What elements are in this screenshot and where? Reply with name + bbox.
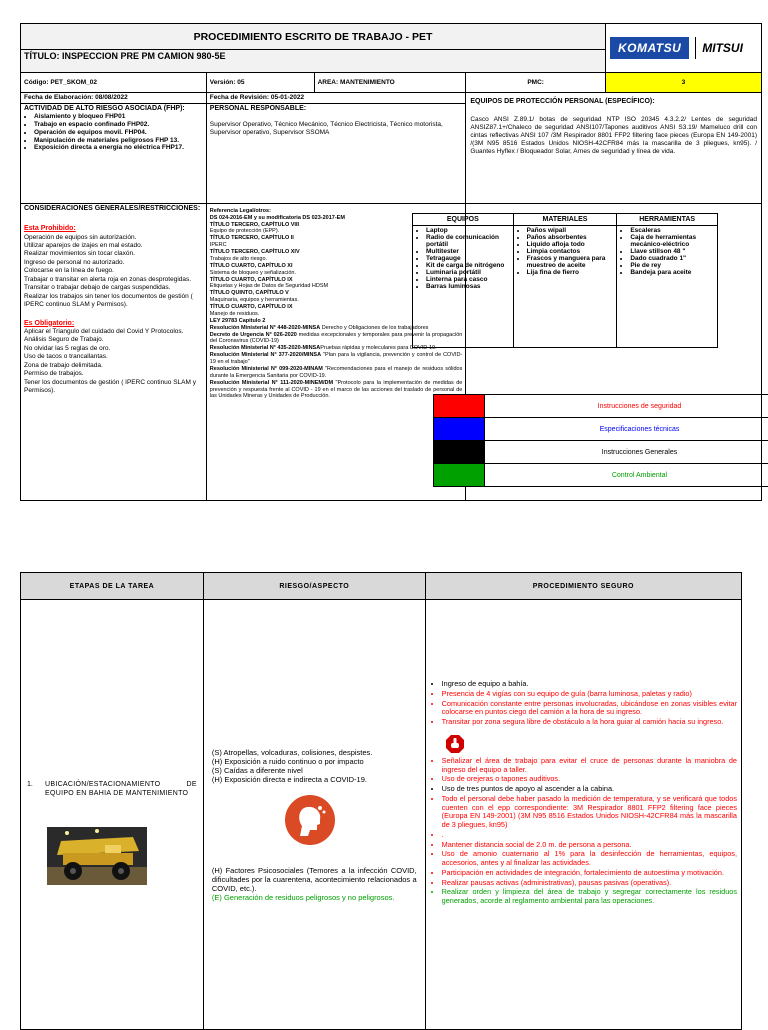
mandatory-item: No olvidar las 5 reglas de oro.	[24, 344, 111, 352]
legend-label: Instrucciones Generales	[601, 448, 678, 456]
risk-list-1	[212, 748, 417, 784]
procedure-step: • Realizar pausas activas (administrativas), pausas pasivas (operativas).	[442, 879, 737, 888]
risk-item: (S) Caídas a diferente nivel	[211, 766, 303, 775]
materiales-list	[517, 227, 614, 276]
procedure-step: • Presencia de 4 vigías con su equipo de guía (barra luminosa, paletas y radio)	[442, 690, 737, 699]
tool-item: • Escaleras	[630, 227, 714, 234]
mandatory-item: Análisis Seguro de Trabajo.	[24, 336, 104, 344]
high-risk-item: • Aislamiento y bloqueo FHP01	[34, 113, 203, 121]
stage-title: UBICACIÓN/ESTACIONAMIENTO DE EQUIPO EN BAHIA DE MANTENIMIENTO	[45, 781, 197, 798]
legal-reference-bold: Resolución Ministerial N° 448-2020-MINSA	[209, 324, 321, 331]
risk-item: (S) Atropellas, volcaduras, colisiones, despistes.	[211, 748, 373, 757]
legal-reference-item	[210, 352, 463, 366]
legal-reference-text: Equipo de protección (EPP).	[209, 228, 280, 235]
document-version: Versión: 05	[206, 73, 314, 93]
legal-reference-text: Etiquetas y Hojas de Datos de Seguridad HDSM	[209, 283, 329, 290]
equipment-item: • Tetragauge	[426, 255, 510, 262]
procedure-step: • Ingreso de equipo a bahía.	[442, 680, 737, 689]
legal-reference-bold: TÍTULO TERCERO, CAPÍTULO XIV	[209, 249, 300, 256]
risk-item: (H) Exposición a ruido continuo o por impacto	[211, 757, 364, 766]
prohibited-item: Realizar los trabajos sin tener los documentos de gestión ( IPERC continuo SLAM y Permisos).	[24, 292, 193, 309]
prohibited-item: Trabajar o transitar en alerta roja en zonas desprotegidas.	[24, 275, 192, 283]
legend-label: Control Ambiental	[611, 471, 668, 479]
high-risk-title: ACTIVIDAD DE ALTO RIESGO ASOCIADA (FHP):	[24, 104, 185, 112]
material-item: • Limpia contactos	[527, 248, 614, 255]
considerations-cell	[21, 203, 207, 500]
procedure-step: • .	[442, 831, 737, 840]
legal-reference-text: Pruebas rápidas y moleculares para COVID-19.	[320, 345, 437, 352]
legend-swatch	[434, 464, 485, 486]
risk-item: (H) Factores Psicosociales (Temores a la infección COVID, dificultades por la cuarentena, acontecimiento relacionados a COVID, etc.).	[211, 866, 417, 893]
procedure-table	[20, 572, 742, 1030]
revision-date: Fecha de Revisión: 05-01-2022	[206, 93, 466, 104]
color-legend	[433, 394, 768, 487]
stage-item	[27, 780, 197, 799]
legal-reference-text: Manejo de residuos.	[209, 310, 260, 317]
resources-table	[412, 213, 718, 348]
procedure-step: • Mantener distancia social de 2.0 m. de persona a persona.	[442, 841, 737, 850]
legal-reference-text: Trabajos de alto riesgo.	[209, 255, 268, 262]
material-item: • Frascos y manguera para muestreo de aceite	[527, 255, 614, 269]
legend-swatch	[434, 395, 485, 417]
prohibited-item: Utilizar aparejos de izajes en mal estado.	[24, 242, 143, 250]
legal-reference-bold: TÍTULO CUARTO, CAPÍTULO IX	[209, 276, 293, 283]
legend-label: Instrucciones de seguridad	[597, 402, 682, 410]
high-risk-item: • Manipulación de materiales peligrosos FHP 13.	[34, 137, 203, 145]
legend-row	[433, 463, 768, 487]
legal-reference-bold: Decreto de Urgencia N° 026-2020	[209, 331, 297, 338]
legend-row	[433, 417, 768, 440]
legal-reference-bold: Resolución Ministerial N° 111-2020-MINEM/DM	[209, 379, 334, 386]
personnel-cell	[206, 103, 466, 203]
mitsui-logo: MITSUI	[695, 37, 749, 59]
prohibited-item: Realizar movimientos sin tocar claxón.	[24, 250, 135, 258]
logo-area	[605, 24, 761, 73]
risk-item: (E) Generación de residuos peligrosos y no peligrosos.	[211, 893, 395, 902]
procedure-step: • Señalizar el área de trabajo para evitar el cruce de personas durante la maniobra de ingreso del equipo a taller.	[442, 757, 737, 775]
prohibited-item: Transitar o trabajar debajo de cargas suspendidas.	[24, 284, 171, 292]
legal-reference-bold: LEY 29783 Capitulo 2	[209, 317, 266, 324]
legal-reference-bold: Resolución Ministerial N° 377-2020/MINSA	[209, 352, 322, 359]
equipment-item: • Laptop	[426, 227, 510, 234]
legal-reference-text: "Plan para la vigilancia, prevención y control de COVID-19 en el trabajo"	[209, 352, 463, 366]
legend-swatch	[434, 418, 485, 440]
mandatory-item: Aplicar el Triangulo del cuidado del Covid Y Protocolos.	[24, 327, 184, 335]
equipos-header: EQUIPOS	[413, 214, 514, 226]
legal-reference-text: "Recomendaciones para el manejo de residuos sólidos durante la Emergencia Sanitaria por COVID-19.	[209, 365, 463, 379]
procedure-step: • Comunicación constante entre personas involucradas, ubicándose en zonas visibles evitar colocarse en puntos ciego del camión a la hora de su ingreso.	[442, 700, 737, 718]
procedure-step: • Uso de tres puntos de apoyo al ascender a la cabina.	[442, 785, 737, 794]
document-subtitle: TÍTULO: INSPECCION PRE PM CAMION 980-5E	[21, 50, 606, 73]
prohibited-list	[24, 234, 203, 310]
procedure-step: • Transitar por zona segura libre de obstáculo a la hora guiar al camión hacia su ingreso.	[442, 718, 737, 727]
legal-reference-bold: DS 024-2016-EM y su modificatoria DS 023-2017-EM	[209, 214, 345, 221]
procedure-step: • Realizar orden y limpieza del área de trabajo y segregar correctamente los residuos generados, acorde al reglamento ambiental para las operaciones.	[442, 888, 737, 906]
legend-label: Especificaciones técnicas	[599, 425, 680, 433]
stages-header: ETAPAS DE LA TAREA	[21, 573, 204, 600]
legal-reference-text: Derecho y Obligaciones de los trabajadores	[320, 324, 429, 331]
personnel-title: PERSONAL RESPONSABLE:	[209, 104, 307, 112]
high-risk-list	[24, 113, 203, 152]
legal-reference-text: medidas excepcionales y temporales para prevenir la propagación del Coronavirus (COVID-19)	[209, 331, 463, 345]
epp-text: Casco ANSI Z.89.1/ botas de seguridad NTP ISO 20345 4.3.2.2/ Lentes de seguridad ANSIZ87.1+/Chaleco de seguridad ANSI107/Tapones auditivos ANSI S3.19/ Mameluco drill con cintas reflectivas ANSI 107 /3M Respirador 8801 FFP2 filtering face pieces (Europa EN 149-2001) /(3M N95 8516 Estados Unidos NIOSH-42CFR84 más la mascarilla de 3 pliegues, kn95). / Guantes Hyflex / Bloqueador Solar, Arnes de seguridad y línea de vida.	[470, 116, 757, 155]
procedure-list-1	[426, 680, 737, 727]
prohibited-item: Ingreso de personal no autorizado.	[24, 258, 125, 266]
legal-reference-text: Sistema de bloqueo y señalización.	[209, 269, 297, 276]
equipment-item: • Radio de comunicación portátil	[426, 234, 510, 248]
herramientas-header: HERRAMIENTAS	[617, 214, 718, 226]
procedure-step: • Participación en actividades de integración, fortalecimiento de autoestima y motivación.	[442, 869, 737, 878]
procedure-list-2	[426, 757, 737, 906]
legal-reference-bold: Resolución Ministerial N° 099-2020-MINAM	[209, 365, 323, 372]
legal-reference-text: "Protocolo para la implementación de medidas de prevención y respuesta frente al COVID - 19 en el marco de las acciones del traslado de personal de las Unidades Mineras y Unidades de Producción.	[209, 379, 463, 400]
mandatory-title: Es Obligatorio:	[24, 319, 75, 327]
materiales-header: MATERIALES	[513, 214, 617, 226]
tool-item: • Caja de herramientas mecánico-eléctrico	[630, 234, 714, 248]
herramientas-list	[620, 227, 714, 276]
risk-header: RIESGO/ASPECTO	[203, 573, 425, 600]
high-risk-item: • Exposición directa a energía no eléctrica FHP17.	[34, 144, 203, 152]
mandatory-item: Permiso de trabajos.	[24, 370, 84, 378]
stage-cell	[21, 600, 204, 1030]
material-item: • Liquido afloja todo	[527, 241, 614, 248]
legal-reference-bold: TÍTULO TERCERO, CAPÍTULO VIII	[209, 221, 300, 228]
equipos-list	[416, 227, 510, 290]
equipment-item: • Barras luminosas	[426, 283, 510, 290]
document-area: AREA: MANTENIMIENTO	[314, 73, 466, 93]
legal-reference-text: Maquinaria, equipos y herramientas.	[209, 297, 299, 304]
mandatory-item: Uso de tacos o trancallantas.	[24, 353, 108, 361]
legend-row	[433, 394, 768, 417]
personnel-text: Supervisor Operativo, Técnico Mecánico, Técnico Electricista, Técnico motorista, Supervisor operativo, Supervisor SSOMA	[209, 121, 443, 136]
equipment-item: • Luminaria portátil	[426, 269, 510, 276]
tool-item: • Llave stillson 48 "	[630, 248, 714, 255]
epp-cell	[466, 93, 762, 204]
prohibited-title: Esta Prohibido:	[24, 225, 76, 233]
prohibited-item: Colocarse en la línea de fuego.	[24, 267, 114, 275]
procedure-header: PROCEDIMIENTO SEGURO	[425, 573, 741, 600]
equipment-item: • Kit de carga de nitrógeno	[426, 262, 510, 269]
epp-title: EQUIPOS DE PROTECCIÓN PERSONAL (ESPECÍFICO):	[470, 98, 655, 105]
tool-item: • Pie de rey	[630, 262, 714, 269]
prohibited-item: Operación de equipos sin autorización.	[24, 233, 137, 241]
komatsu-logo: KOMATSU	[610, 37, 689, 59]
legal-reference-bold: TÍTULO CUARTO, CAPÍTULO XI	[209, 262, 293, 269]
equipment-item: • Linterna para casco	[426, 276, 510, 283]
elaboration-date: Fecha de Elaboración: 08/08/2022	[21, 93, 207, 104]
tool-item: • Dado cuadrado 1"	[630, 255, 714, 262]
procedure-step: • Todo el personal debe haber pasado la medición de temperatura, y se verificará que todos cuenten con el epp correspondiente: 3M Respirador 8801 FFP2 filtering face pieces (Europa EN 149-2001) (3M N95 8516 Estados Unidos NIOSH-42CFR84 más la mascarilla de 3 pliegues, kn95)	[442, 795, 737, 830]
legend-swatch	[434, 441, 485, 463]
covid-icon	[284, 794, 336, 846]
high-risk-item: • Operación de equipos movil. FHP04.	[34, 129, 203, 137]
risk-item: (H) Exposición directa e indirecta a COVID-19.	[211, 775, 367, 784]
legal-title: Referencia Legal/otros:	[209, 207, 271, 214]
material-item: • Paños wipall	[527, 227, 614, 234]
stop-icon	[446, 735, 464, 753]
tool-item: • Bandeja para aceite	[630, 269, 714, 276]
high-risk-cell	[21, 103, 207, 203]
procedure-step: • Uso de amonio cuaternario al 1% para la desinfección de herramientas, equipos, accesorios, antes y al finalizar las actividades.	[442, 850, 737, 868]
material-item: • Lija fina de fierro	[527, 269, 614, 276]
procedure-cell	[425, 600, 741, 1030]
legal-reference-bold: Resolución Ministerial N° 435-2020-MINSA	[209, 345, 321, 352]
pmc-value: 3	[605, 73, 761, 93]
document-title: PROCEDIMIENTO ESCRITO DE TRABAJO - PET	[21, 24, 606, 50]
haul-truck-image	[47, 827, 147, 885]
considerations-title: CONSIDERACIONES GENERALES/RESTRICCIONES:	[24, 204, 201, 212]
legal-reference-text: IPERC	[209, 242, 227, 249]
mandatory-list	[24, 328, 203, 396]
legal-reference-bold: TÍTULO QUINTO, CAPÍTULO V	[209, 290, 289, 297]
mandatory-item: Zona de trabajo delimitada.	[24, 361, 103, 369]
equipment-item: • Multitester	[426, 248, 510, 255]
legend-row	[433, 440, 768, 463]
material-item: • Paños absorbentes	[527, 234, 614, 241]
legal-reference-bold: TÍTULO TERCERO, CAPÍTULO II	[209, 235, 294, 242]
high-risk-item: • Trabajo en espacio confinado FHP02.	[34, 121, 203, 129]
pmc-label: PMC:	[466, 73, 606, 93]
legal-reference-item	[210, 366, 463, 380]
mandatory-item: Tener los documentos de gestión ( IPERC continuo SLAM y Permisos).	[24, 378, 196, 394]
risk-list-2	[212, 866, 417, 902]
legal-reference-item	[210, 380, 463, 401]
legal-reference-bold: TÍTULO CUARTO, CAPÍTULO IX	[209, 304, 293, 311]
risk-cell	[203, 600, 425, 1030]
stage-number: 1.	[27, 781, 33, 788]
procedure-step: • Uso de orejeras o tapones auditivos.	[442, 775, 737, 784]
document-code: Código: PET_SKOM_02	[21, 73, 207, 93]
